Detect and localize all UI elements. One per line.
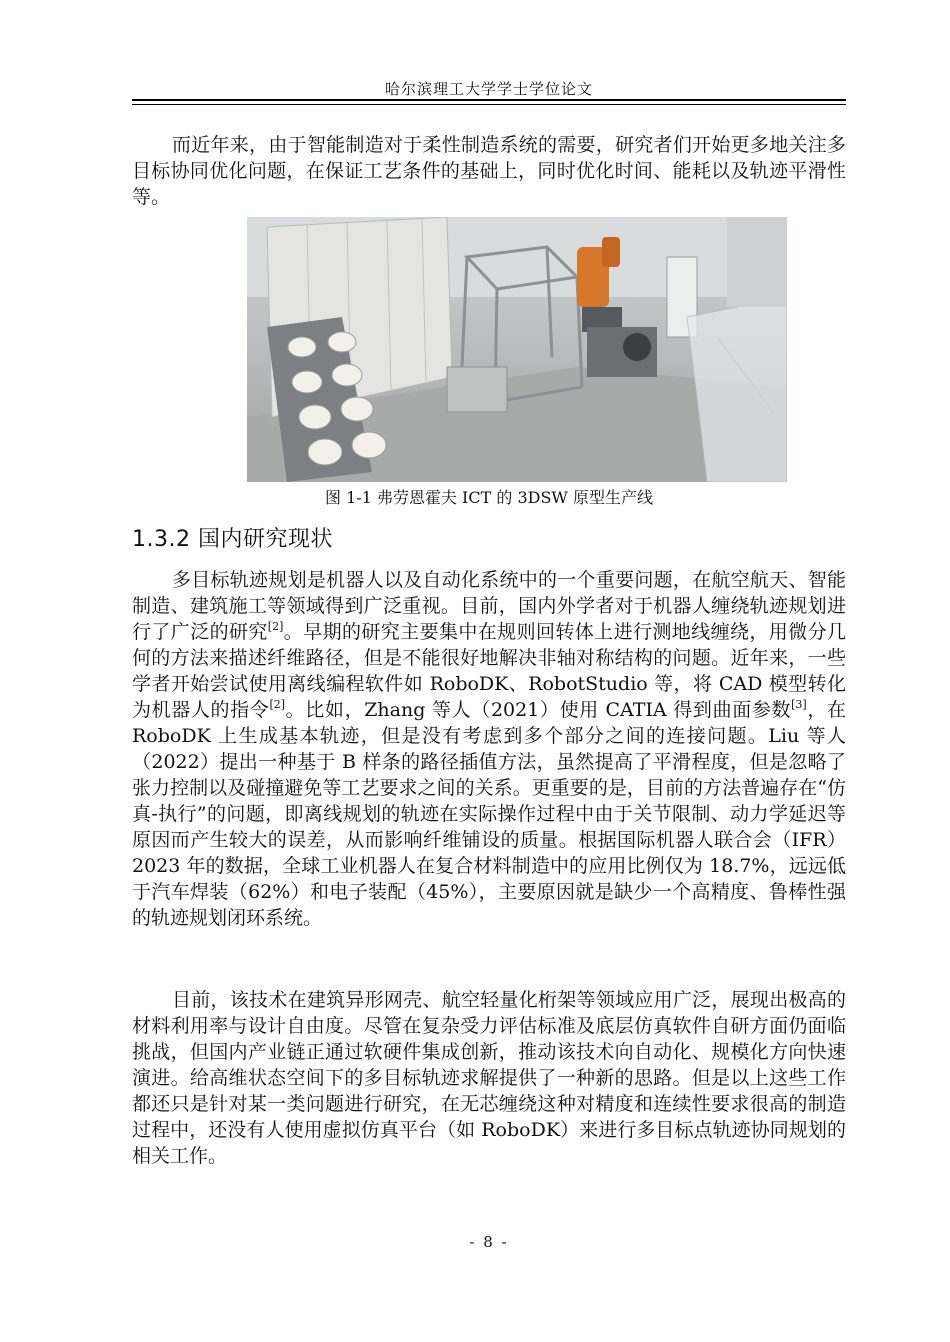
paragraph-2-text-2: 。早期的研究主要集中在规则回转体上进行测地线缠绕，用微分几何的方法来描述纤维路径，但是不能很好地解决非轴对称结构的问题。近年来，一些学者开始尝试使用离线编程软件如 RoboDK、RobotStudio 等，将 CAD 模型转化为机器人的指令	[132, 621, 846, 721]
paragraph-2-text-4: ，在 RoboDK 上生成基本轨迹，但是没有考虑到多个部分之间的连接问题。Liu 等人（2022）提出一种基于 B 样条的路径插值方法，虽然提高了平滑程度，但是忽略了张力控制以及碰撞避免等工艺要求之间的关系。更重要的是，目前的方法普遍存在“仿真-执行”的问题，即离线规划的轨迹在实际操作过程中由于关节限制、动力学延迟等原因而产生较大的误差，从而影响纤维铺设的质量。根据国际机器人联合会（IFR）2023 年的数据，全球工业机器人在复合材料制造中的应用比例仅为 18.7%，远远低于汽车焊装（62%）和电子装配（45%），主要原因就是缺少一个高精度、鲁棒性强的轨迹规划闭环系统。	[132, 699, 846, 929]
figure-caption: 图 1-1 弗劳恩霍夫 ICT 的 3DSW 原型生产线	[325, 488, 653, 507]
paragraph-2-text-3: 。比如，Zhang 等人（2021）使用 CATIA 得到曲面参数	[285, 699, 792, 721]
citation-ref: [3]	[791, 698, 807, 711]
page-number: - 8 -	[469, 1233, 509, 1251]
citation-ref: [2]	[267, 620, 284, 633]
running-header: 哈尔滨理工大学学士学位论文	[384, 80, 593, 98]
production-line-photo	[247, 217, 787, 482]
paragraph-2-text-1: 多目标轨迹规划是机器人以及自动化系统中的一个重要问题，在航空航天、智能制造、建筑施工等领域得到广泛重视。目前，国内外学者对于机器人缠绕轨迹规划进行了广泛的研究	[132, 569, 846, 643]
header-rule-thick	[132, 99, 846, 101]
paragraph-1: 而近年来，由于智能制造对于柔性制造系统的需要，研究者们开始更多地关注多目标协同优化问题，在保证工艺条件的基础上，同时优化时间、能耗以及轨迹平滑性等。	[132, 134, 846, 208]
header-rule-thin	[132, 104, 846, 105]
paragraph-2	[132, 567, 846, 931]
paragraph-3: 目前，该技术在建筑异形网壳、航空轻量化桁架等领域应用广泛，展现出极高的材料利用率与设计自由度。尽管在复杂受力评估标准及底层仿真软件自研方面仍面临挑战，但国内产业链正通过软硬件集成创新，推动该技术向自动化、规模化方向快速演进。给高维状态空间下的多目标轨迹求解提供了一种新的思路。但是以上这些工作都还只是针对某一类问题进行研究，在无芯缠绕这种对精度和连续性要求很高的制造过程中，还没有人使用虚拟仿真平台（如 RoboDK）来进行多目标点轨迹协同规划的相关工作。	[132, 989, 846, 1167]
citation-ref: [2]	[269, 698, 286, 711]
section-heading: 1.3.2 国内研究现状	[132, 527, 333, 552]
